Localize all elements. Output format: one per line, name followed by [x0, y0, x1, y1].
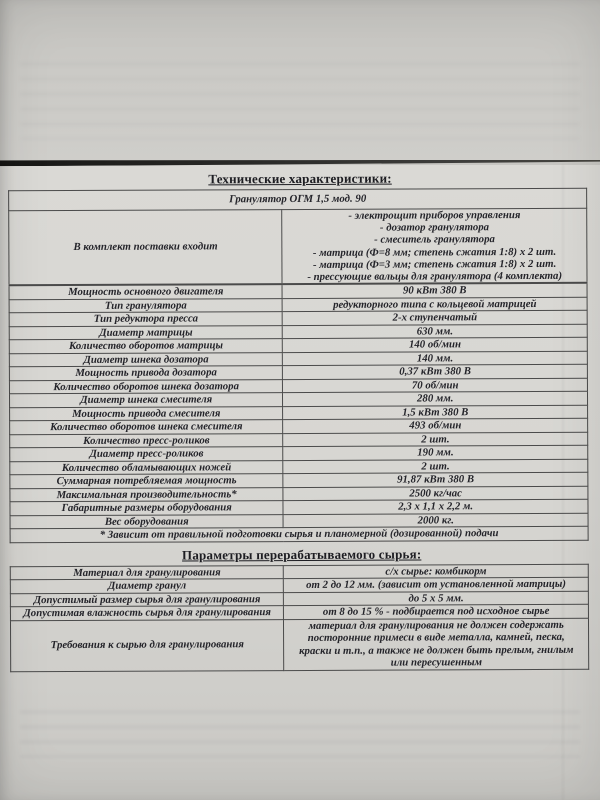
- cell-label: Тип гранулятора: [9, 298, 282, 313]
- cell-value: 2000 кг.: [283, 513, 588, 528]
- kit-item: - матрица (Ф=3 мм; степень сжатия 1:8) х 2 шт.: [312, 257, 557, 271]
- cell-label: Количество оборотов шнека смесителя: [10, 420, 283, 435]
- cell-label: Количество оборотов матрицы: [9, 339, 282, 354]
- kit-items-cell: [282, 208, 587, 284]
- raw-material-table: [10, 563, 589, 672]
- cell-value: 2-х ступенчатый: [283, 310, 588, 325]
- model-header-row: [9, 188, 587, 211]
- cell-label: Мощность привода дозатора: [9, 366, 282, 381]
- cell-value: 1,5 кВт 380 В: [283, 405, 588, 420]
- cell-label: Габаритные размеры оборудования: [10, 501, 283, 516]
- cell-label: Диаметр матрицы: [9, 325, 282, 340]
- cell-label: Количество оборотов шнека дозатора: [9, 379, 282, 394]
- cell-label: Мощность основного двигателя: [9, 284, 282, 299]
- model-header-cell: Гранулятор ОГМ 1,5 мод. 90: [9, 188, 587, 211]
- cell-value: с/х сырье: комбикорм: [284, 564, 589, 579]
- cell-value: 190 мм.: [283, 445, 588, 460]
- cell-label: Мощность привода смесителя: [10, 406, 283, 421]
- footnote-row: [10, 526, 588, 542]
- kit-items-list: [286, 209, 584, 284]
- kit-item: - смеситель гранулятора: [374, 233, 495, 247]
- section-title-raw-material: Параметры перерабатываемого сырья:: [181, 546, 422, 563]
- cell-label: Диаметр пресс-роликов: [10, 447, 283, 462]
- cell-value: до 5 х 5 мм.: [284, 591, 589, 606]
- cell-label: Тип редуктора пресса: [9, 312, 282, 327]
- cell-value: 280 мм.: [283, 391, 588, 406]
- kit-item: - электрощит приборов управления: [348, 209, 521, 222]
- cell-value: 2,3 х 1,1 х 2,2 м.: [283, 499, 588, 514]
- cell-label: Материал для гранулирования: [10, 565, 283, 580]
- cell-value: 0,37 кВт 380 В: [283, 364, 588, 379]
- cell-label: Допустимый размер сырья для гранулирования: [10, 592, 283, 607]
- kit-row: [9, 208, 587, 285]
- cell-label: Количество обламывающих ножей: [10, 460, 283, 475]
- cell-label: Допустимая влажность сырья для гранулирования: [10, 606, 283, 621]
- cell-value: 493 об/мин: [283, 418, 588, 433]
- cell-value: материал для гранулирования не должен содержать посторонние примеси в виде металла, камней, песка, краски и т.п., а также не должен быть прелым, гнилым или пересушенным: [284, 618, 589, 670]
- cell-value: 2 шт.: [283, 459, 588, 474]
- cell-label: Вес оборудования: [10, 514, 283, 529]
- cell-label: Диаметр шнека смесителя: [9, 393, 282, 408]
- cell-label: Максимальная производительность*: [10, 487, 283, 502]
- kit-item: - матрица (Ф=8 мм; степень сжатия 1:8) х 2 шт.: [312, 245, 557, 259]
- cell-value: 630 мм.: [283, 324, 588, 339]
- cell-label: Диаметр гранул: [10, 579, 283, 594]
- bleedthrough-texture: [20, 62, 580, 140]
- document-content: [0, 164, 600, 672]
- cell-label: Суммарная потребляемая мощность: [10, 474, 283, 489]
- section-title-technical: Технические характеристики:: [208, 170, 392, 187]
- document-page: [0, 165, 600, 800]
- footnote-cell: * Зависит от правильной подготовки сырья и планомерной (дозированной) подачи: [10, 526, 588, 542]
- previous-page-sheet: [0, 0, 600, 162]
- kit-item: - дозатор гранулятора: [379, 221, 490, 234]
- cell-value: 90 кВт 380 В: [282, 283, 587, 298]
- cell-value: 70 об/мин: [283, 378, 588, 393]
- cell-value: редукторного типа с кольцевой матрицей: [282, 297, 587, 312]
- kit-item: - прессующие вальцы для гранулятора (4 комплекта): [307, 269, 563, 283]
- cell-value: 140 об/мин: [283, 337, 588, 352]
- cell-label: Диаметр шнека дозатора: [9, 352, 282, 367]
- cell-value: от 8 до 15 % - подбирается под исходное сырье: [284, 604, 589, 619]
- technical-spec-table: [8, 188, 589, 543]
- cell-label: Количество пресс-роликов: [10, 433, 283, 448]
- cell-value: от 2 до 12 мм. (зависит от установленной матрицы): [284, 577, 589, 592]
- cell-value: 91,87 кВт 380 В: [283, 472, 588, 487]
- cell-value: 2 шт.: [283, 432, 588, 447]
- cell-label: Требования к сырью для гранулирования: [10, 619, 284, 671]
- kit-label-cell: В комплект поставки входит: [9, 210, 283, 286]
- cell-value: 2500 кг/час: [283, 486, 588, 501]
- cell-value: 140 мм.: [283, 351, 588, 366]
- table-row: [10, 618, 588, 672]
- bleedthrough-texture: [20, 710, 580, 758]
